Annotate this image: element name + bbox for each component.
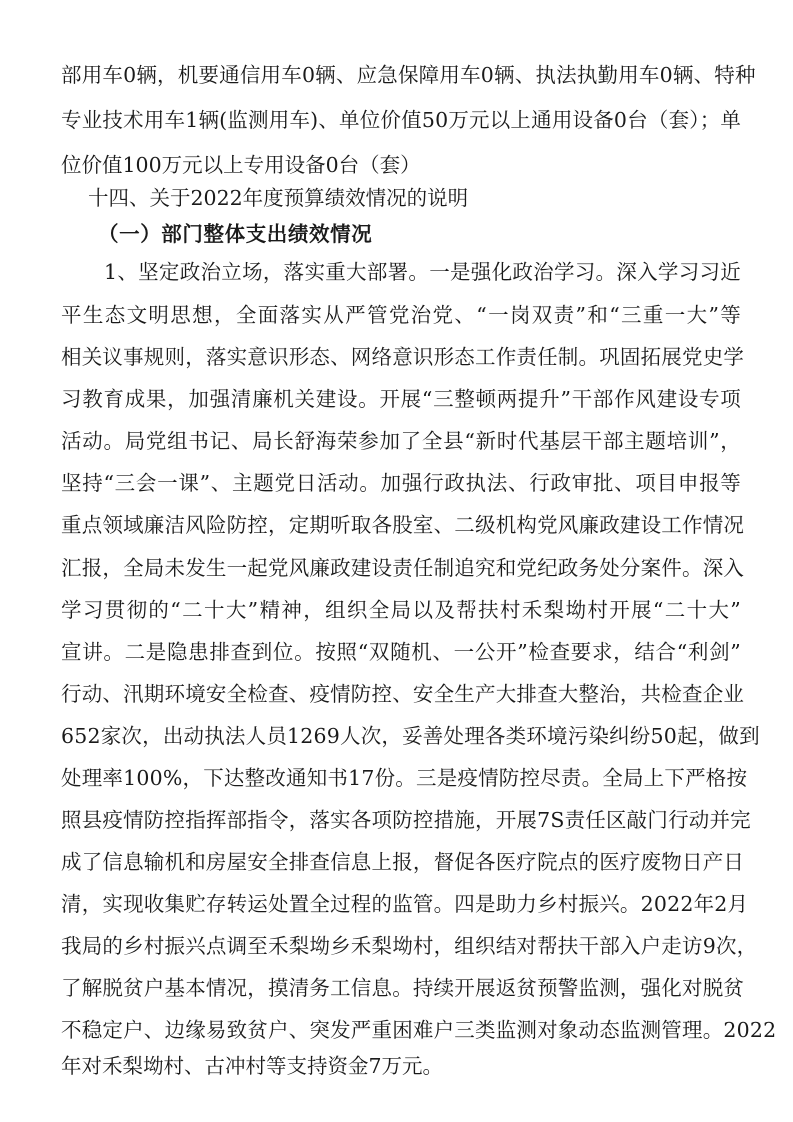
body-line-5: 活动。局党组书记、局长舒海荣参加了全县“新时代基层干部主题培训”， [61,429,741,453]
body-line-13: 处理率100%，下达整改通知书17份。三是疫情防控尽责。全局上下严格按 [61,766,748,790]
body-line-12: 652家次，出动执法人员1269人次，妥善处理各类环境污染纠纷50起，做到 [61,724,760,748]
intro-line-1: 部用车0辆，机要通信用车0辆、应急保障用车0辆、执法执勤用车0辆、特种 [61,63,756,87]
body-line-1: 1、坚定政治立场，落实重大部署。一是强化政治学习。深入学习习近 [104,260,741,284]
body-line-7: 重点领域廉洁风险防控，定期听取各股室、二级机构党风廉政建设工作情况 [61,513,745,537]
section-heading: 十四、关于2022年度预算绩效情况的说明 [88,186,469,210]
body-line-9: 学习贯彻的“二十大”精神，组织全局以及帮扶村禾梨坳村开展“二十大” [61,598,741,622]
body-line-18: 了解脱贫户基本情况，摸清务工信息。持续开展返贫预警监测，强化对脱贫 [61,976,745,1000]
subsection-heading: （一）部门整体支出绩效情况 [98,222,373,246]
intro-line-2: 专业技术用车1辆(监测用车)、单位价值50万元以上通用设备0台（套）；单 [61,108,742,132]
body-line-4: 习教育成果，加强清廉机关建设。开展“三整顿两提升”干部作风建设专项 [61,387,741,411]
body-line-11: 行动、汛期环境安全检查、疫情防控、安全生产大排查大整治，共检查企业 [61,682,745,706]
body-line-3: 相关议事规则，落实意识形态、网络意识形态工作责任制。巩固拓展党史学 [61,345,745,369]
body-line-19: 不稳定户、边缘易致贫户、突发严重困难户三类监测对象动态监测管理。2022 [61,1018,777,1042]
body-line-16: 清，实现收集贮存转运处置全过程的监管。四是助力乡村振兴。2022年2月 [61,892,749,916]
body-line-2: 平生态文明思想，全面落实从严管党治党、“一岗双责”和“三重一大”等 [61,303,741,327]
body-line-8: 汇报，全局未发生一起党风廉政建设责任制追究和党纪政务处分案件。深入 [61,556,745,580]
body-line-17: 我局的乡村振兴点调至禾梨坳乡禾梨坳村，组织结对帮扶干部入户走访9次， [61,934,758,958]
intro-line-3: 位价值100万元以上专用设备0台（套） [61,153,421,177]
body-line-10: 宣讲。二是隐患排查到位。按照“双随机、一公开”检查要求，结合“利剑” [61,640,741,664]
body-line-20: 年对禾梨坳村、古冲村等支持资金7万元。 [61,1054,444,1078]
body-line-6: 坚持“三会一课”、主题党日活动。加强行政执法、行政审批、项目申报等 [61,471,741,495]
body-line-14: 照县疫情防控指挥部指令，落实各项防控措施，开展7S责任区敲门行动并完 [61,808,751,832]
body-line-15: 成了信息输机和房屋安全排查信息上报，督促各医疗院点的医疗废物日产日 [61,850,745,874]
